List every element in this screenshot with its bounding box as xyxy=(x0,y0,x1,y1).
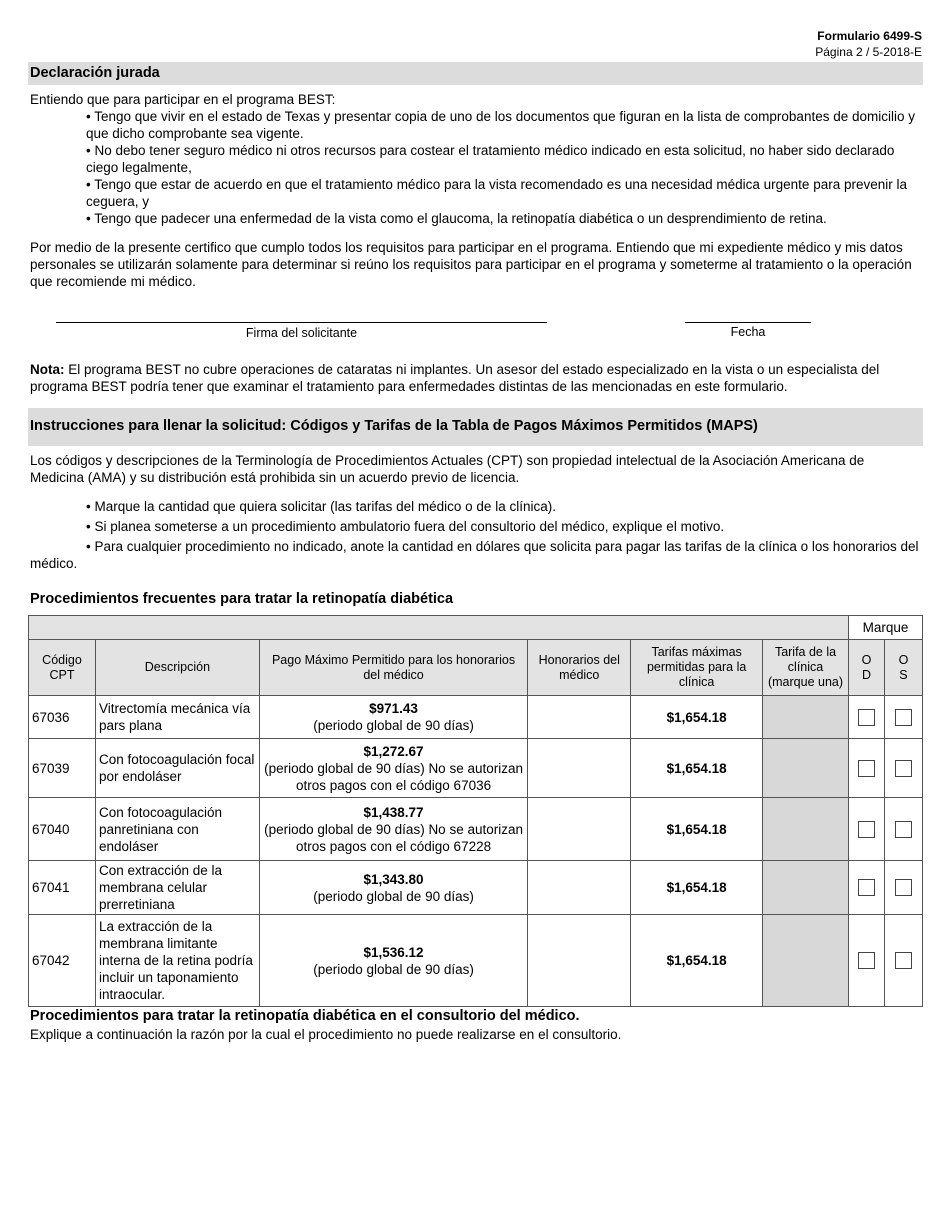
clinic-fee-cell[interactable] xyxy=(763,861,849,915)
declaration-body xyxy=(30,91,923,290)
col-header-od: O D xyxy=(848,640,884,696)
doctor-fees-cell[interactable] xyxy=(528,696,631,739)
page-info: Página 2 / 5-2018-E xyxy=(815,45,922,59)
procedures-title: Procedimientos frecuentes para tratar la retinopatía diabética xyxy=(30,591,454,607)
date-label: Fecha xyxy=(730,325,766,339)
signature-row xyxy=(0,322,893,346)
form-header xyxy=(815,28,922,60)
os-checkbox[interactable] xyxy=(895,821,912,838)
declaration-title: Declaración jurada xyxy=(30,65,160,81)
procedures-table xyxy=(28,615,923,1007)
os-checkbox[interactable] xyxy=(895,709,912,726)
marque-header: Marque xyxy=(848,616,922,640)
instructions-title-bar xyxy=(28,408,923,446)
doctor-fees-cell[interactable] xyxy=(528,798,631,861)
col-header-description: Descripción xyxy=(95,640,259,696)
col-header-max-payment: Pago Máximo Permitido para los honorarios del médico xyxy=(259,640,527,696)
table-row xyxy=(29,915,923,1007)
signature-label: Firma del solicitante xyxy=(245,326,358,340)
procedure-description: Vitrectomía mecánica vía pars plana xyxy=(95,696,259,739)
instructions-body xyxy=(30,452,923,572)
date-line[interactable] xyxy=(685,322,811,323)
cpt-code: 67041 xyxy=(29,861,96,915)
form-number: Formulario 6499-S xyxy=(817,29,922,43)
os-checkbox[interactable] xyxy=(895,952,912,969)
instructions-title: Instrucciones para llenar la solicitud: Códigos y Tarifas de la Tabla de Pagos Máximos Permitidos (MAPS) xyxy=(30,418,758,434)
procedure-description: Con extracción de la membrana celular prerretiniana xyxy=(95,861,259,915)
doctor-fees-cell[interactable] xyxy=(528,915,631,1007)
col-header-os: O S xyxy=(884,640,922,696)
col-header-clinic-max: Tarifas máximas permitidas para la clínica xyxy=(631,640,763,696)
procedure-description: Con fotocoagulación panretiniana con endoláser xyxy=(95,798,259,861)
declaration-bullet: • Tengo que padecer una enfermedad de la vista como el glaucoma, la retinopatía diabética o un desprendimiento de retina. xyxy=(86,211,827,226)
max-payment: $1,536.12 (periodo global de 90 días) xyxy=(259,915,527,1007)
od-checkbox[interactable] xyxy=(858,709,875,726)
doctor-fees-cell[interactable] xyxy=(528,739,631,798)
instruction-bullet: • Si planea someterse a un procedimiento ambulatorio fuera del consultorio del médico, explique el motivo. xyxy=(86,519,725,534)
cpt-code: 67042 xyxy=(29,915,96,1007)
instruction-bullet: • Marque la cantidad que quiera solicitar (las tarifas del médico o de la clínica). xyxy=(86,499,556,514)
clinic-max-fee: $1,654.18 xyxy=(631,696,763,739)
os-checkbox[interactable] xyxy=(895,879,912,896)
os-cell xyxy=(884,798,922,861)
clinic-fee-cell[interactable] xyxy=(763,915,849,1007)
col-header-doctor-fees: Honorarios del médico xyxy=(528,640,631,696)
max-payment: $971.43 (periodo global de 90 días) xyxy=(259,696,527,739)
declaration-bullet: • Tengo que estar de acuerdo en que el tratamiento médico para la vista recomendado es una necesidad médica urgente para prevenir la ceguera, y xyxy=(86,177,907,209)
note-label: Nota: xyxy=(30,362,65,377)
clinic-fee-cell[interactable] xyxy=(763,739,849,798)
table-row xyxy=(29,861,923,915)
clinic-max-fee: $1,654.18 xyxy=(631,798,763,861)
doctor-fees-cell[interactable] xyxy=(528,861,631,915)
office-title: Procedimientos para tratar la retinopatía diabética en el consultorio del médico. xyxy=(30,1008,580,1024)
procedure-description: La extracción de la membrana limitante interna de la retina podría incluir un taponamiento intraocular. xyxy=(95,915,259,1007)
od-checkbox[interactable] xyxy=(858,760,875,777)
cpt-code: 67036 xyxy=(29,696,96,739)
od-cell xyxy=(848,861,884,915)
col-header-code: Código CPT xyxy=(29,640,96,696)
os-cell xyxy=(884,915,922,1007)
table-row xyxy=(29,696,923,739)
clinic-max-fee: $1,654.18 xyxy=(631,861,763,915)
od-cell xyxy=(848,915,884,1007)
od-cell xyxy=(848,696,884,739)
certification-text: Por medio de la presente certifico que cumplo todos los requisitos para participar en el programa. Entiendo que mi expediente médico y mis datos personales se utilizarán solamente para determinar si reúno los requisitos para participar en el programa y someterme al tratamiento o la operación que recomiende mi médico. xyxy=(30,240,912,289)
od-checkbox[interactable] xyxy=(858,879,875,896)
os-checkbox[interactable] xyxy=(895,760,912,777)
office-section xyxy=(30,1008,923,1043)
os-cell xyxy=(884,696,922,739)
table-row xyxy=(29,739,923,798)
od-checkbox[interactable] xyxy=(858,952,875,969)
cpt-code: 67039 xyxy=(29,739,96,798)
declaration-bullet: • No debo tener seguro médico ni otros recursos para costear el tratamiento médico indicado en esta solicitud, no haber sido declarado ciego legalmente, xyxy=(86,143,895,175)
od-cell xyxy=(848,798,884,861)
note xyxy=(30,361,923,395)
clinic-max-fee: $1,654.18 xyxy=(631,739,763,798)
clinic-max-fee: $1,654.18 xyxy=(631,915,763,1007)
instruction-bullet: • Para cualquier procedimiento no indicado, anote la cantidad en dólares que solicita para pagar las tarifas de la clínica o los honorarios del médico. xyxy=(30,539,919,571)
table-row xyxy=(29,798,923,861)
clinic-fee-cell[interactable] xyxy=(763,696,849,739)
procedure-description: Con fotocoagulación focal por endoláser xyxy=(95,739,259,798)
table-top-header xyxy=(29,616,849,640)
declaration-intro: Entiendo que para participar en el programa BEST: xyxy=(30,92,336,107)
office-text: Explique a continuación la razón por la cual el procedimiento no puede realizarse en el consultorio. xyxy=(30,1027,622,1042)
max-payment: $1,343.80 (periodo global de 90 días) xyxy=(259,861,527,915)
od-checkbox[interactable] xyxy=(858,821,875,838)
declaration-bullet: • Tengo que vivir en el estado de Texas y presentar copia de uno de los documentos que figuran en la lista de comprobantes de domicilio y que dicho comprobante sea vigente. xyxy=(86,109,915,141)
clinic-fee-cell[interactable] xyxy=(763,798,849,861)
max-payment: $1,272.67 (periodo global de 90 días) No se autorizan otros pagos con el código 67036 xyxy=(259,739,527,798)
cpt-code: 67040 xyxy=(29,798,96,861)
os-cell xyxy=(884,861,922,915)
cpt-notice: Los códigos y descripciones de la Terminología de Procedimientos Actuales (CPT) son propiedad intelectual de la Asociación Americana de Medicina (AMA) y su distribución está prohibida sin un acuerdo previo de licencia. xyxy=(30,453,865,485)
max-payment: $1,438.77 (periodo global de 90 días) No se autorizan otros pagos con el código 67228 xyxy=(259,798,527,861)
note-text: El programa BEST no cubre operaciones de cataratas ni implantes. Un asesor del estado especializado en la vista o un especialista del programa BEST podría tener que examinar el tratamiento para enfermedades distintas de las mencionadas en este formulario. xyxy=(30,362,880,394)
os-cell xyxy=(884,739,922,798)
signature-line[interactable] xyxy=(56,322,547,323)
col-header-clinic-fee: Tarifa de la clínica (marque una) xyxy=(763,640,849,696)
declaration-title-bar xyxy=(28,62,923,85)
od-cell xyxy=(848,739,884,798)
